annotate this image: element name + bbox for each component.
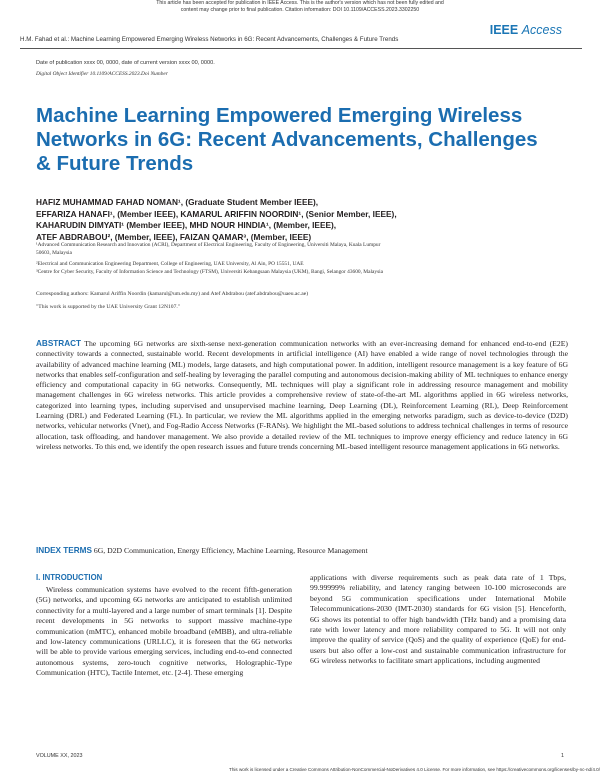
index-terms-label: INDEX TERMS bbox=[36, 546, 92, 555]
paper-title: Machine Learning Empowered Emerging Wireless Networks in 6G: Recent Advancements, Challenges & Future Trends bbox=[36, 104, 538, 175]
abstract-text: The upcoming 6G networks are sixth-sense next-generation communication networks with an ever-increasing demand for enhanced end-to-end (E2E) connectivity towards a connected, sustainable world. Recent developments in artificial intelligence (AI) have enabled a wide range of novel technologies through the availability of advanced machine learning (ML) models, large datasets, and high computational power. In addition, intelligent resource management is a key feature of 6G networks that enables self-configuration and self-healing by leveraging the parallel computing and autonomous decision-making ability of ML techniques to enhance energy efficiency and computational capacity in 6G networks. Consequently, ML techniques will play a significant role in addressing resource management and mobility management challenges in 6G wireless networks. This article provides a comprehensive review of state-of-the-art ML algorithms applied in 6G wireless networks, categorized into learning types, including supervised and unsupervised machine learning, Deep Learning (DL), Reinforcement Learning (RL), Deep Reinforcement Learning (DRL) and Federated Learning (FL). In particular, we review the ML algorithms applied in the emerging networks paradigm, such as device-to-device (D2D) networks, vehicular networks (Vnet), and Fog-Radio Access Networks (F-RANs). We highlight the ML-based solutions to address technical challenges in terms of resource allocation, task offloading, and handover management. We also provide a detailed review of the ML techniques to improve energy efficiency and reduce latency in 6G wireless networks. To this end, we identify the open research issues and future trends concerning ML-based intelligent resource management applications in 6G networks. bbox=[36, 339, 568, 451]
banner-line-1: This article has been accepted for publication in IEEE Access. This is the author's version which has not been fully edited and bbox=[156, 0, 444, 6]
body-column-left bbox=[36, 585, 292, 679]
license-footer: This work is licensed under a Creative Commons Attribution-NonCommercial-NoDerivatives 4.0 License. For more information, see https://creativecommons.org/licenses/by-nc-nd/4.0/ bbox=[229, 767, 600, 772]
index-terms bbox=[36, 546, 568, 555]
publication-dates: Date of publication xxxx 00, 0000, date of current version xxxx 00, 0000. bbox=[36, 60, 215, 66]
corresponding-authors: Corresponding authors: Kamarul Ariffin Noordin (kamarul@um.edu.my) and Atef Abdrabou (atef.abdrabou@uaeu.ac.ae) bbox=[36, 291, 309, 297]
author-line: HAFIZ MUHAMMAD FAHAD NOMAN¹, (Graduate Student Member IEEE), bbox=[36, 197, 319, 207]
body-column-right bbox=[310, 573, 566, 667]
affiliation-line: ³Centre for Cyber Security, Faculty of Information Science and Technology (FTSM), Universiti Kebangsaan Malaysia (UKM), Bangi, Selangor 43600, Malaysia bbox=[36, 268, 384, 275]
affiliation-line: 50603, Malaysia bbox=[36, 249, 72, 256]
intro-paragraph-continued: applications with diverse requirements such as peak data rate of 1 Tbps, 99.99999% reliability, and latency ranging between 10-100 microseconds are beyond 5G communication specifications under International Mobile Telecommunications-2030 (IMT-2030) standards for 6G vision [5]. Henceforth, 6G shows its potential to offer high bandwidth (THz band) and a promising data rate with lower latency and more reliability compared to 5G. It will not only improve the quality of service (QoS) and the quality of experience (QoE) for end-users but also offer a low-cost and sustainable communication infrastructure for 6G wireless networks to facilitate smart applications, including augmented bbox=[310, 573, 566, 666]
banner-line-2: content may change prior to final publication. Citation information: DOI 10.1109/ACCESS.2023.3302250 bbox=[180, 7, 420, 13]
publication-banner bbox=[0, 0, 600, 14]
author-list bbox=[36, 197, 566, 243]
logo-brand: IEEE bbox=[489, 23, 519, 37]
section-heading-introduction: I. INTRODUCTION bbox=[36, 573, 103, 582]
author-line: ATEF ABDRABOU², (Member, IEEE), FAIZAN QAMAR³, (Member, IEEE) bbox=[36, 231, 312, 242]
funding-note: "This work is supported by the UAE University Grant 12N107." bbox=[36, 304, 181, 310]
header-divider bbox=[20, 48, 582, 49]
running-head: H.M. Fahad et al.: Machine Learning Empowered Emerging Wireless Networks in 6G: Recent Advancements, Challenges & Future Trends bbox=[20, 36, 399, 43]
logo-name: Access bbox=[521, 23, 562, 37]
doi-line: Digital Object Identifier 10.1109/ACCESS.2023.Doi Number bbox=[36, 71, 168, 77]
footer-volume: VOLUME XX, 2023 bbox=[36, 753, 83, 759]
index-terms-text: 6G, D2D Communication, Energy Efficiency, Machine Learning, Resource Management bbox=[93, 546, 368, 555]
affiliation-line: ²Electrical and Communication Engineering Department, College of Engineering, UAE University, Al Ain, PO 15551, UAE bbox=[36, 261, 304, 268]
ieee-access-logo bbox=[490, 23, 562, 37]
author-line: KAHARUDIN DIMYATI¹ (Member IEEE), MHD NOUR HINDIA¹, (Member, IEEE), bbox=[36, 220, 337, 230]
affiliation-line: ¹Advanced Communication Research and Innovation (ACRI), Department of Electrical Engineering, Faculty of Engineering, Universiti Malaya, Kuala Lumpur bbox=[36, 242, 381, 248]
affiliation-list bbox=[36, 242, 566, 276]
intro-paragraph: Wireless communication systems have evolved to the recent fifth-generation (5G) networks, and upcoming 6G networks are anticipated to establish unlimited connectivity for a multi-layered and a large number of smart terminals [1]. Despite recent developments in 5G networks to support massive machine-type communication (mMTC), enhanced mobile broadband (eMBB), and ultra-reliable and low-latency communications (URLLC), it is foreseen that the 6G networks will be able to provide various emerging services, including end-to-end connected autonomous systems, zero-touch cognitive networks, Holographic-Type Communication (HTC), Tactile Internet, etc. [2-4]. These emerging bbox=[36, 585, 292, 678]
footer-page-number: 1 bbox=[561, 753, 564, 759]
abstract-block bbox=[36, 339, 568, 452]
abstract-label: ABSTRACT bbox=[36, 339, 82, 348]
author-line: EFFARIZA HANAFI¹, (Member IEEE), KAMARUL ARIFFIN NOORDIN¹, (Senior Member, IEEE), bbox=[36, 208, 397, 219]
